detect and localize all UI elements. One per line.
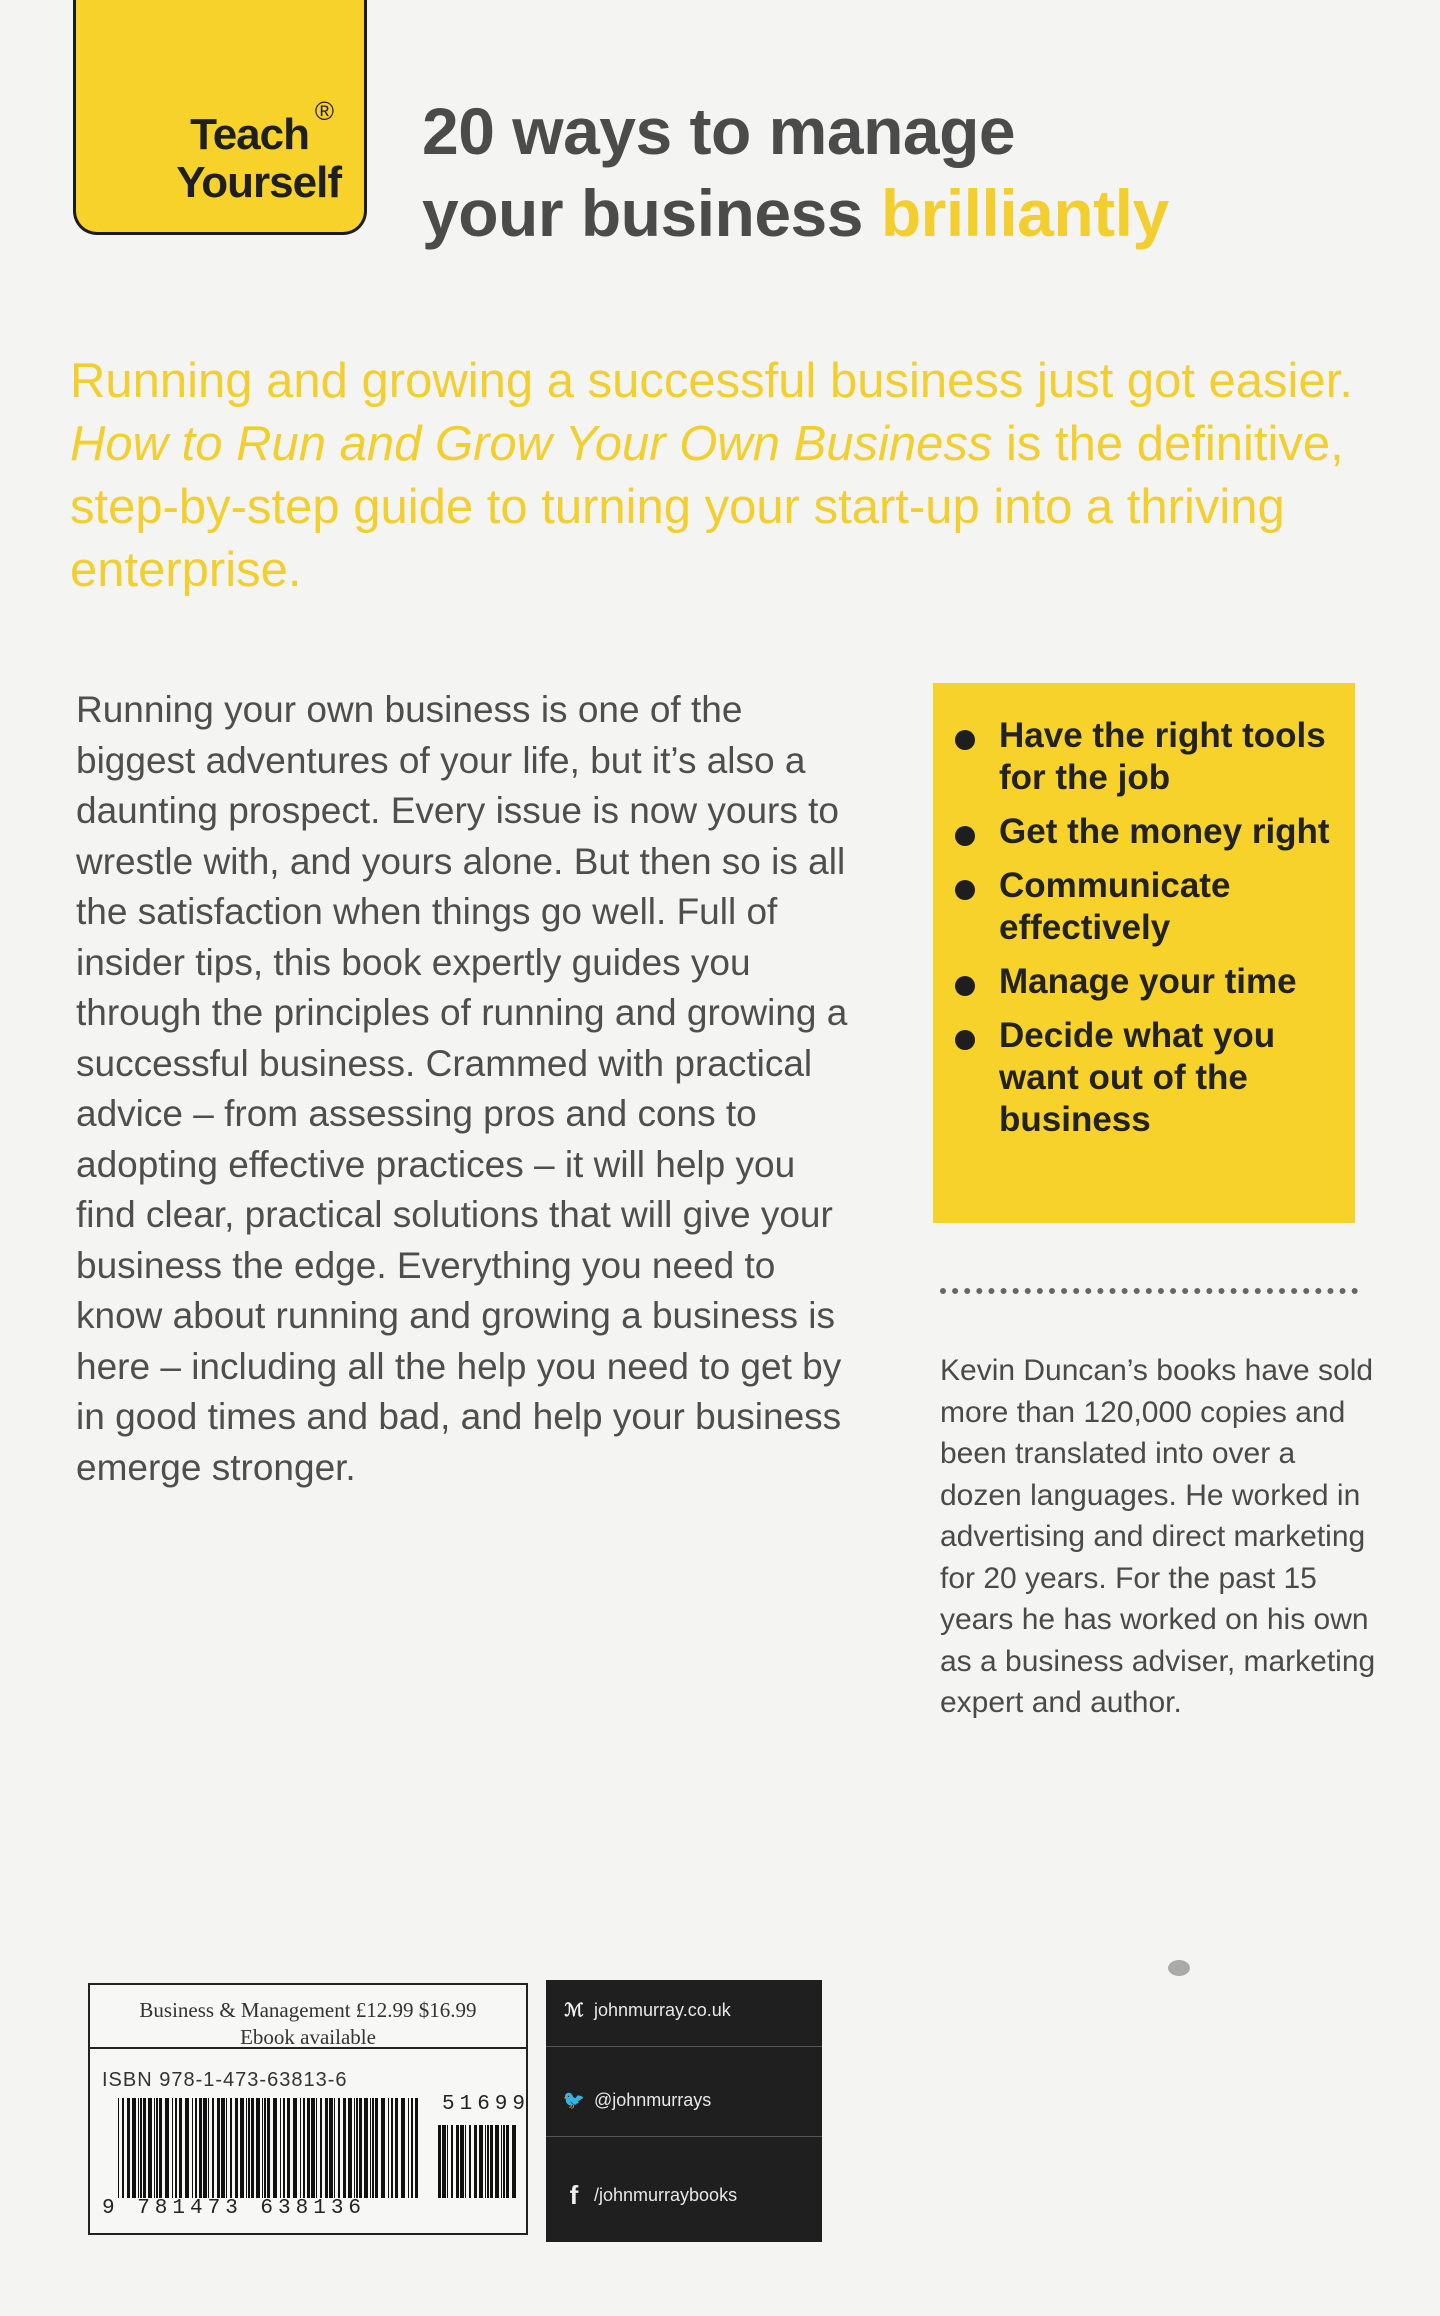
website-link[interactable]: [562, 2000, 731, 2021]
facebook-text: /johnmurraybooks: [594, 2185, 738, 2205]
separator: [546, 2046, 822, 2047]
barcode-bar: [264, 2098, 266, 2198]
barcode-bar: [316, 2098, 317, 2198]
barcode-bar: [256, 2098, 260, 2198]
jm-logo-icon: ℳ: [564, 2000, 584, 2020]
author-bio-text: ’s books have sold more than 120,000 copies and been translated into over a dozen languages. He worked in advertising and direct marketing for 20 years. For the past 15 years he has worked on his own as a business adviser, marketing expert and author.: [940, 1354, 1376, 1719]
intro-book-title: How to Run and Grow Your Own Business: [70, 417, 993, 471]
bullet-text: Have the right tools for the job: [999, 716, 1326, 797]
barcode-bar: [451, 2125, 453, 2198]
barcode-bar: [192, 2098, 193, 2198]
barcode-bar: [343, 2098, 346, 2198]
barcode-bar: [411, 2098, 413, 2198]
barcode-bar: [479, 2125, 483, 2198]
twitter-bird-icon: 🐦: [562, 2090, 586, 2110]
barcode-bar: [325, 2098, 328, 2198]
barcode-bar: [474, 2125, 477, 2198]
bullet-item: [955, 961, 1335, 1003]
body-paragraph: Running your own business is one of the biggest adventures of your life, but it’s also a daunting prospect. Every issue is now yours to wrestle with, and yours alone. But then so is all the satisfaction when things go well. Full of insider tips, this book expertly guides you through the principles of running and growing a successful business. Crammed with practical advice – from assessing pros and cons to adopting effective practices – it will help you find clear, practical solutions that will give your business the edge. Everything you need to know about running and growing a business is here – including all the help you need to get by in good times and bad, and help your business emerge stronger.: [76, 689, 848, 1488]
barcode-bar: [506, 2125, 509, 2198]
barcode-bar: [388, 2098, 389, 2198]
twitter-link[interactable]: [562, 2090, 711, 2111]
barcode-bar: [490, 2125, 493, 2198]
barcode: [118, 2098, 418, 2198]
barcode-bar: [442, 2125, 446, 2198]
barcode-bar: [273, 2098, 277, 2198]
barcode-bar: [212, 2098, 214, 2198]
supplement-barcode: [438, 2125, 518, 2198]
headline-highlight: brilliantly: [880, 176, 1169, 250]
barcode-bar: [172, 2098, 173, 2198]
barcode-bar: [465, 2125, 466, 2198]
bullet-dot-icon: [955, 826, 975, 846]
barcode-bar: [221, 2098, 225, 2198]
barcode-bar: [364, 2098, 368, 2198]
barcode-bar: [356, 2098, 358, 2198]
bullet-dot-icon: [955, 1030, 975, 1050]
barcode-bar: [381, 2098, 385, 2198]
barcode-bar: [154, 2098, 155, 2198]
author-name: Kevin Duncan: [940, 1354, 1127, 1387]
bullet-item: [955, 715, 1335, 799]
barcode-bar: [354, 2098, 355, 2198]
barcode-bar: [338, 2098, 340, 2198]
author-bio: [940, 1350, 1380, 1724]
website-text: johnmurray.co.uk: [594, 2000, 731, 2020]
category-price: Business & Management £12.99 $16.99: [139, 1998, 477, 2022]
barcode-bar: [240, 2098, 244, 2198]
ebook-note: Ebook available: [240, 2025, 376, 2049]
logo-line-teach: Teach: [190, 110, 309, 159]
barcode-bar: [195, 2098, 197, 2198]
barcode-bar: [226, 2098, 227, 2198]
barcode-bar: [267, 2098, 270, 2198]
barcode-bar: [251, 2098, 254, 2198]
registered-mark: ®: [314, 96, 334, 126]
barcode-bar: [287, 2098, 290, 2198]
barcode-bar: [415, 2098, 418, 2198]
headline-line2-text: your business: [422, 176, 863, 250]
barcode-bar: [127, 2098, 130, 2198]
barcode-bar: [447, 2125, 448, 2198]
logo-line-yourself: Yourself: [176, 158, 341, 207]
bullet-dot-icon: [955, 730, 975, 750]
social-links-box: [546, 1980, 822, 2242]
facebook-link[interactable]: [562, 2180, 737, 2211]
supplement-digits: 51699: [442, 2093, 531, 2116]
barcode-bar: [246, 2098, 247, 2198]
barcode-bar: [248, 2098, 250, 2198]
barcode-bar: [503, 2125, 505, 2198]
bullet-text: Decide what you want out of the business: [999, 1016, 1276, 1139]
bullet-dot-icon: [955, 976, 975, 996]
barcode-bar: [293, 2098, 297, 2198]
barcode-bar: [348, 2098, 352, 2198]
barcode-bar: [159, 2098, 162, 2198]
headline-line2: [422, 172, 1169, 254]
barcode-bar: [391, 2098, 393, 2198]
price-header: [90, 1985, 526, 2049]
bullet-dot-icon: [955, 880, 975, 900]
intro-paragraph: [70, 350, 1370, 602]
barcode-bar: [329, 2098, 333, 2198]
barcode-bar: [122, 2098, 124, 2198]
bullet-box: [933, 683, 1355, 1223]
barcode-bar: [199, 2098, 202, 2198]
barcode-bar: [456, 2125, 459, 2198]
barcode-bar: [395, 2098, 398, 2198]
barcode-bar: [203, 2098, 207, 2198]
barcode-bar: [300, 2098, 301, 2198]
bullet-item: [955, 865, 1335, 949]
teach-yourself-logo: [73, 0, 367, 235]
barcode-bar: [460, 2125, 464, 2198]
barcode-bar: [359, 2098, 362, 2198]
barcode-bar: [485, 2125, 486, 2198]
bullet-text: Manage your time: [999, 962, 1297, 1001]
barcode-bar: [179, 2098, 182, 2198]
twitter-text: @johnmurrays: [594, 2090, 712, 2110]
barcode-bar: [185, 2098, 189, 2198]
barcode-bar: [175, 2098, 177, 2198]
intro-part1: Running and growing a successful business just got easier.: [70, 354, 1353, 408]
barcode-bar: [280, 2098, 281, 2198]
isbn-text: ISBN 978-1-473-63813-6: [102, 2069, 348, 2091]
barcode-bar: [334, 2098, 335, 2198]
barcode-bar: [307, 2098, 310, 2198]
barcode-bar: [370, 2098, 371, 2198]
barcode-bar: [156, 2098, 158, 2198]
barcode-bar: [208, 2098, 209, 2198]
separator: [546, 2136, 822, 2137]
barcode-bar: [320, 2098, 322, 2198]
barcode-bar: [408, 2098, 409, 2198]
cover-smudge: [1168, 1960, 1190, 1976]
bullet-text: Communicate effectively: [999, 866, 1231, 947]
barcode-bar: [262, 2098, 263, 2198]
barcode-bar: [118, 2098, 119, 2198]
barcode-bar: [501, 2125, 502, 2198]
barcode-bar: [303, 2098, 305, 2198]
barcode-bar: [148, 2098, 152, 2198]
intro-part2: is the definitive, step-by-step guide to turning your start-up into a thriving enterprise.: [70, 417, 1344, 597]
barcode-bar: [140, 2098, 142, 2198]
facebook-f-icon: f: [569, 2180, 579, 2210]
price-barcode-box: [88, 1983, 531, 2235]
barcode-bar: [138, 2098, 139, 2198]
barcode-bar: [487, 2125, 489, 2198]
bullet-text: Get the money right: [999, 812, 1330, 851]
barcode-bar: [143, 2098, 146, 2198]
bullet-item: [955, 811, 1335, 853]
barcode-bar: [165, 2098, 169, 2198]
barcode-bar: [469, 2125, 471, 2198]
headline: [422, 90, 1169, 254]
barcode-bar: [217, 2098, 220, 2198]
barcode-bar: [372, 2098, 374, 2198]
barcode-bar: [512, 2125, 516, 2198]
bullet-item: [955, 1015, 1335, 1141]
barcode-bar: [132, 2098, 136, 2198]
barcode-bar: [230, 2098, 232, 2198]
barcode-bar: [375, 2098, 378, 2198]
headline-line1: 20 ways to manage: [422, 94, 1016, 168]
barcode-bar: [235, 2098, 238, 2198]
barcode-digits: 9 781473 638136: [102, 2197, 367, 2220]
barcode-bar: [311, 2098, 315, 2198]
barcode-bar: [401, 2098, 405, 2198]
dotted-divider: [940, 1288, 1358, 1294]
barcode-bar: [283, 2098, 285, 2198]
barcode-bar: [495, 2125, 499, 2198]
barcode-bar: [438, 2125, 441, 2198]
